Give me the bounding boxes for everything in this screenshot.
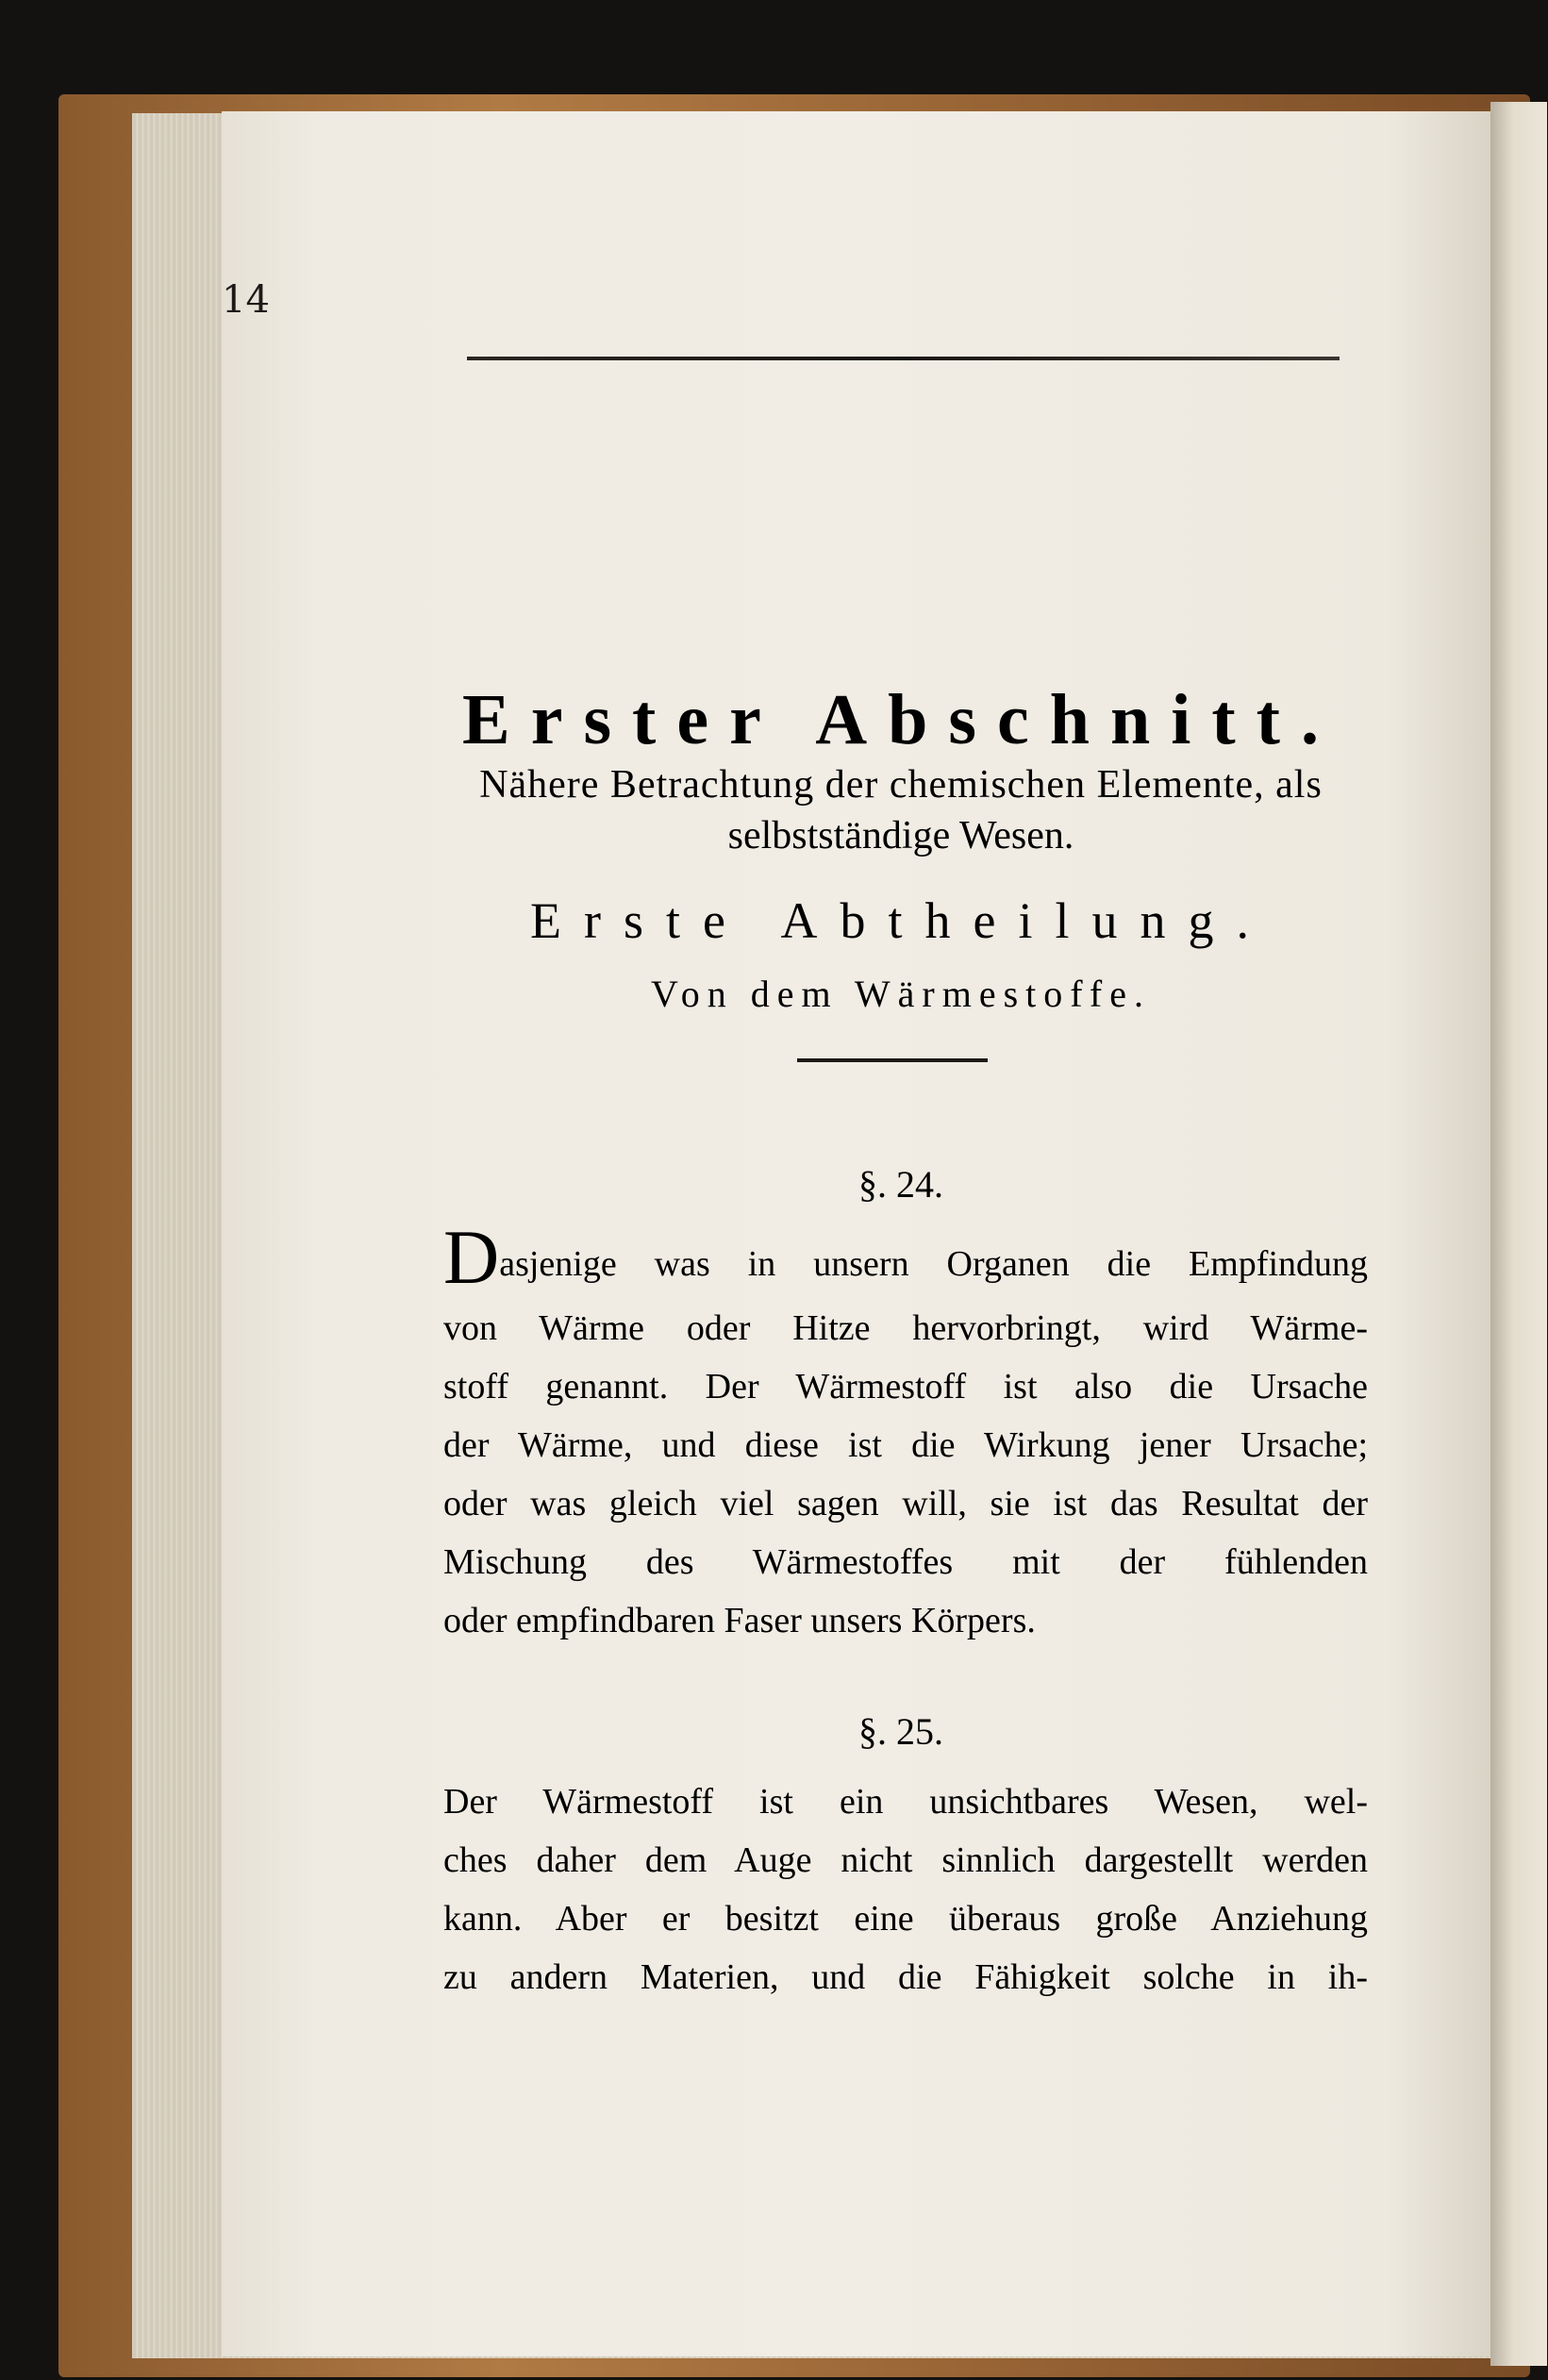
para25-line-4: zu andern Materien, und die Fähigkeit solche in ih-: [443, 1957, 1368, 1997]
page-number: 14: [222, 278, 270, 322]
book-page: [222, 111, 1490, 2356]
paragraph-mark-25: §. 25.: [858, 1710, 943, 1753]
subtitle-line-1: Nähere Betrachtung der chemischen Elemente, als: [479, 763, 1323, 807]
section-title: Erster Abschnitt.: [462, 680, 1340, 759]
division-title: Erste Abtheilung.: [530, 892, 1272, 949]
para24-line-2: von Wärme oder Hitze hervorbringt, wird Wärme-: [443, 1308, 1368, 1348]
para24-line-4: der Wärme, und diese ist die Wirkung jener Ursache;: [443, 1425, 1368, 1465]
drop-cap: D: [443, 1214, 500, 1300]
para24-line-7: oder empfindbaren Faser unsers Körpers.: [443, 1601, 1036, 1640]
para25-line-3: kann. Aber er besitzt eine überaus große Anziehung: [443, 1899, 1368, 1939]
section-divider: [797, 1058, 988, 1062]
para24-line-6: Mischung des Wärmestoffes mit der fühlenden: [443, 1542, 1368, 1582]
facing-page-edge: [1490, 102, 1547, 2366]
para25-line-1: Der Wärmestoff ist ein unsichtbares Wesen, wel-: [443, 1782, 1368, 1822]
header-rule: [467, 357, 1340, 360]
para24-line-5: oder was gleich viel sagen will, sie ist das Resultat der: [443, 1484, 1368, 1523]
subtitle-line-2: selbstständige Wesen.: [727, 814, 1074, 857]
para24-line-1: Dasjenige was in unsern Organen die Empfindung: [443, 1214, 1368, 1300]
paragraph-mark-24: §. 24.: [858, 1163, 943, 1206]
para24-line-3: stoff genannt. Der Wärmestoff ist also die Ursache: [443, 1367, 1368, 1406]
division-subtitle: Von dem Wärmestoffe.: [651, 973, 1151, 1015]
para25-line-2: ches daher dem Auge nicht sinnlich dargestellt werden: [443, 1840, 1368, 1880]
